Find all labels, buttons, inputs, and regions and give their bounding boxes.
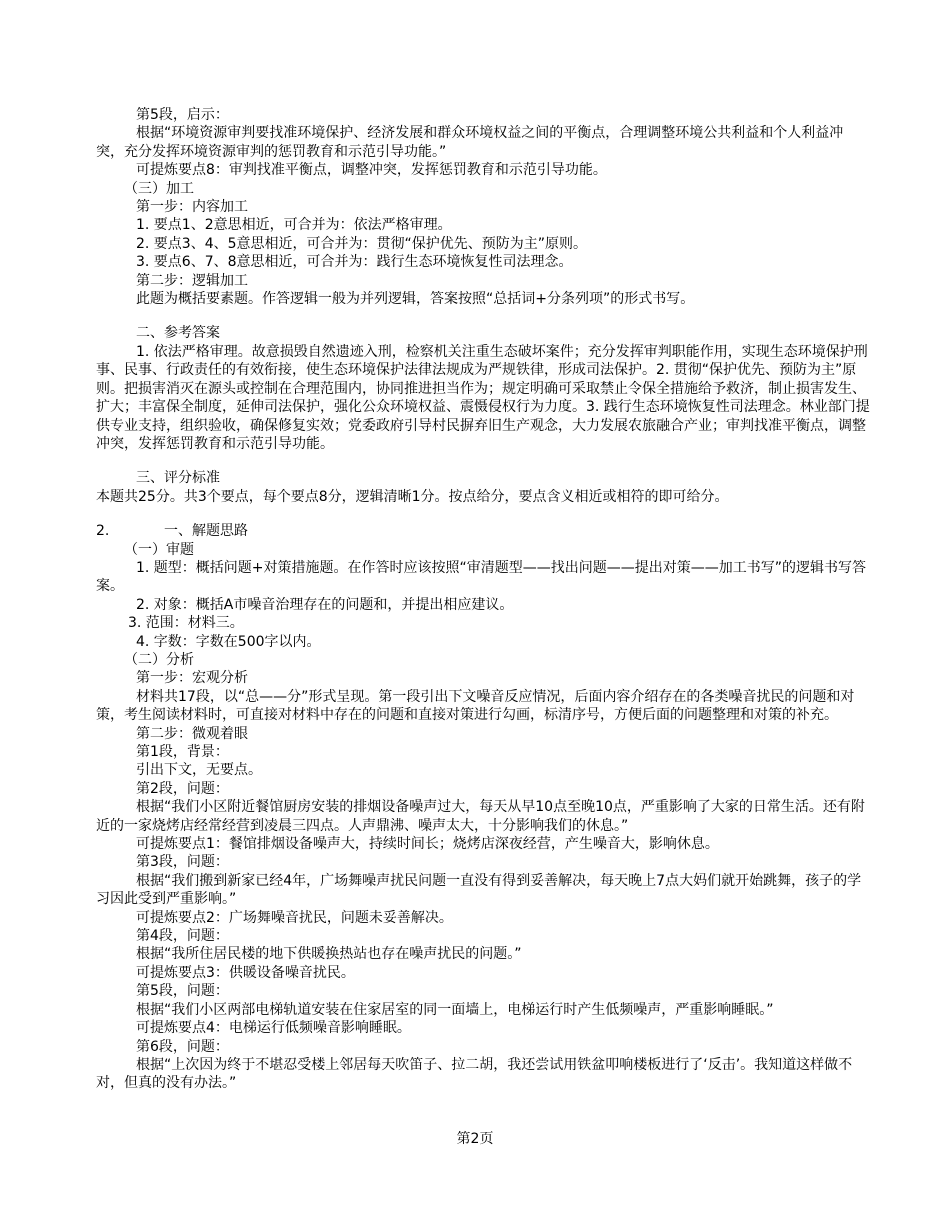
paragraph: 根据“我们小区附近餐馆厨房安装的排烟设备噪声过大，每天从早10点至晚10点，严重影响了大家的日常生活。还有附近的一家烧烤店经常经营到凌晨三四点。人声鼎沸、噪声太大，十分影响我们的休息。” — [96, 799, 865, 834]
section-heading: （三）加工 — [124, 180, 194, 197]
paragraph: 可提炼要点4：电梯运行低频噪音影响睡眠。 — [136, 1020, 411, 1037]
question-number: 2. — [96, 523, 110, 540]
list-item: 4. 字数：字数在500字以内。 — [136, 633, 321, 650]
paragraph: 第5段，启示： — [136, 107, 229, 123]
paragraph: 可提炼要点1：餐馆排烟设备噪声大，持续时间长；烧烤店深夜经营，产生噪音大，影响休息。 — [136, 836, 719, 853]
paragraph: 第1段，背景： — [136, 744, 229, 760]
paragraph: 根据“上次因为终于不堪忍受楼上邻居每天吹笛子、拉二胡，我还尝试用铁盆叩响楼板进行了‘反击’。我知道这样做不对，但真的没有办法。” — [96, 1056, 853, 1092]
paragraph: 根据“环境资源审判要找准环境保护、经济发展和群众环境权益之间的平衡点，合理调整环境公共利益和个人利益冲突，充分发挥环境资源审判的惩罚教育和示范引导功能。” — [96, 125, 844, 160]
list-item: 1. 要点1、2意思相近，可合并为：依法严格审理。 — [136, 217, 452, 234]
paragraph: 根据“我所住居民楼的地下供暖换热站也存在噪声扰民的问题。” — [136, 946, 522, 963]
paragraph: 第一步：宏观分析 — [136, 670, 248, 687]
paragraph: 第6段，问题： — [136, 1038, 229, 1055]
paragraph: 此题为概括要素题。作答逻辑一般为并列逻辑，答案按照“总括词+分条列项”的形式书写。 — [136, 291, 695, 308]
list-item: 3. 范围：材料三。 — [128, 615, 244, 632]
page-content — [96, 106, 870, 1093]
list-item: 1. 题型：概括问题+对策措施题。在作答时应该按照“审清题型——找出问题——提出对策——加工书写”的逻辑书写答案。 — [96, 559, 867, 595]
section-heading: 一、解题思路 — [164, 523, 248, 540]
list-item: 2. 对象：概括A市噪音治理存在的问题和，并提出相应建议。 — [136, 596, 514, 613]
paragraph: 第2段，问题： — [136, 780, 229, 797]
spacer — [96, 308, 870, 324]
paragraph: 第5段，问题： — [136, 983, 229, 1000]
paragraph: 引出下文，无要点。 — [136, 762, 262, 779]
page-footer — [0, 1130, 950, 1148]
section-heading: 三、评分标准 — [136, 470, 220, 487]
section-heading: （二）分析 — [124, 651, 194, 668]
paragraph: 本题共25分。共3个要点，每个要点8分，逻辑清晰1分。按点给分，要点含义相近或相符的即可给分。 — [96, 488, 729, 505]
paragraph: 可提炼要点2：广场舞噪音扰民，问题未妥善解决。 — [136, 909, 453, 926]
paragraph: 第二步：逻辑加工 — [136, 272, 248, 289]
paragraph: 第二步：微观着眼 — [136, 725, 248, 742]
list-item: 2. 要点3、4、5意思相近，可合并为：贯彻“保护优先、预防为主”原则。 — [136, 235, 588, 252]
section-heading: 二、参考答案 — [136, 325, 220, 342]
paragraph: 第一步：内容加工 — [136, 199, 248, 216]
spacer — [96, 453, 870, 469]
spacer — [96, 506, 870, 522]
paragraph: 材料共17段，以“总——分”形式呈现。第一段引出下文噪音反应情况，后面内容介绍存在的各类噪音扰民的问题和对策，考生阅读材料时，可直接对材料中存在的问题和直接对策进行勾画，标清序号，方便后面的问题整理和对策的补充。 — [96, 688, 855, 724]
list-item: 3. 要点6、7、8意思相近，可合并为：践行生态环境恢复性司法理念。 — [136, 254, 573, 271]
paragraph: 第4段，问题： — [136, 928, 229, 945]
question-heading — [96, 522, 870, 540]
page-number: 第2页 — [456, 1131, 494, 1147]
paragraph: 第3段，问题： — [136, 854, 229, 871]
paragraph: 可提炼要点3：供暖设备噪音扰民。 — [136, 964, 355, 981]
paragraph: 可提炼要点8：审判找准平衡点，调整冲突，发挥惩罚教育和示范引导功能。 — [136, 162, 607, 179]
section-heading: （一）审题 — [124, 541, 194, 558]
paragraph: 根据“我们小区两部电梯轨道安装在住家居室的同一面墙上，电梯运行时产生低频噪声，严重影响睡眠。” — [136, 1001, 774, 1018]
paragraph: 1. 依法严格审理。故意损毁自然遗迹入刑，检察机关注重生态破坏案件；充分发挥审判职能作用，实现生态环境保护刑事、民事、行政责任的有效衔接，使生态环境保护法律法规成为严规铁律，形成司法保护。2. 贯彻“保护优先、预防为主”原则。把损害消灭在源头或控制在合理范围内，协同推进担当作为；规定明确可采取禁止令保全措施给予救济，制止损害发生、扩大；丰富保全制度，延伸司法保护，强化公众环境权益、震慑侵权行为力度。3. 践行生态环境恢复性司法理念。林业部门提供专业支持，组织验收，确保修复实效；党委政府引导村民摒弃旧生产观念，大力发展农旅融合产业；审判找准平衡点，调整冲突，发挥惩罚教育和示范引导功能。 — [96, 343, 870, 452]
paragraph: 根据“我们搬到新家已经4年，广场舞噪声扰民问题一直没有得到妥善解决，每天晚上7点大妈们就开始跳舞，孩子的学习因此受到严重影响。” — [96, 872, 862, 908]
